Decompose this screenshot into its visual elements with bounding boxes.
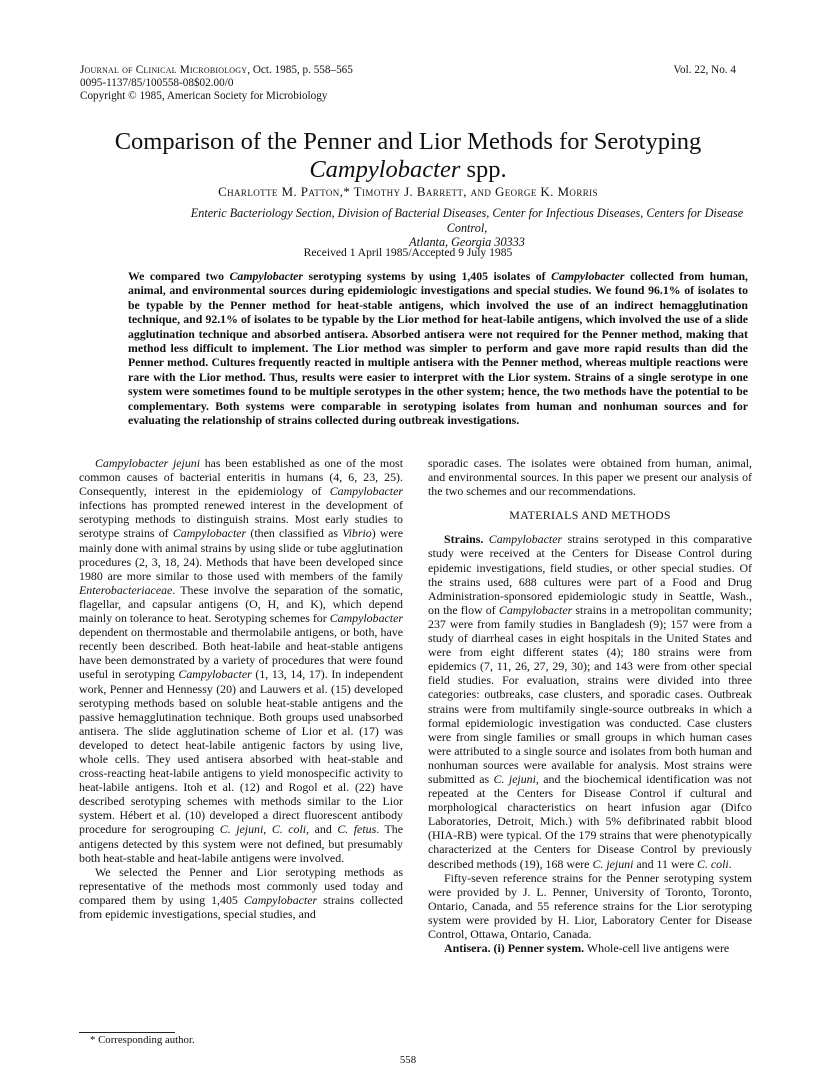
species-name: Campylobacter bbox=[243, 892, 318, 907]
body-text: has been established as one of the most common causes of bacterial enteritis in humans (4, 6, 23, 25). Consequently, interest in the epidemiology of bbox=[79, 456, 403, 499]
intro-paragraph-1 bbox=[79, 456, 403, 865]
journal-issue: , Oct. 1985, p. 558–565 bbox=[247, 64, 353, 76]
received-dates: Received 1 April 1985/Accepted 9 July 1985 bbox=[303, 246, 513, 259]
body-text: dependent on thermostable and thermolabile antigens, or both, have recently been described. Both heat-labile and heat-stable antigens have been demonstrated by a variety of procedures that were found useful in serotyping bbox=[79, 625, 403, 682]
body-text: . These involve the separation of the somatic, flagellar, and capsular antigens (O, H, and K), which depend mainly on tolerance to heat. Serotyping schemes for bbox=[79, 582, 403, 626]
right-column bbox=[428, 456, 752, 955]
footnote: * Corresponding author. bbox=[90, 1034, 195, 1046]
page-number: 558 bbox=[399, 1054, 417, 1066]
species-name: C. jejuni bbox=[493, 771, 536, 786]
other-authors: Timothy J. Barrett, and George K. Morris bbox=[350, 184, 598, 199]
body-text: Whole-cell live antigens were bbox=[584, 941, 730, 956]
antisera-paragraph bbox=[428, 941, 752, 955]
species-name: Campylobacter bbox=[172, 526, 247, 541]
left-column bbox=[79, 456, 403, 921]
article-code: 0095-1137/85/100558-08$02.00/0 bbox=[80, 77, 234, 89]
species-name: C. jejuni bbox=[219, 822, 264, 837]
article-title bbox=[60, 128, 756, 184]
copyright-line: Copyright © 1985, American Society for Microbiology bbox=[80, 90, 328, 102]
species-name: C. fetus bbox=[337, 822, 377, 837]
strains-paragraph bbox=[428, 532, 752, 870]
body-text: strains in a metropolitan community; 237 were from family studies in Bangladesh (9); 157 were from a study of diarrheal cases in eight hospitals in the United States and were from eight different states (4); 180 strains were from epidemics (7, 11, 26, 27, 29, 30); and 143 were from other special field studies. For evaluation, strains were divided into three categories: outbreaks, case clusters, and sporadic cases. Outbreak strains were from multifamily single-source outbreaks in which a formal epidemiologic investigation was conducted. Case clusters were from single families or small groups in which human cases were attributed to a single source and isolates from both human and nonhuman sources were available for analysis. Most strains were submitted as bbox=[428, 602, 752, 786]
run-in-heading: Antisera. (i) Penner system. bbox=[444, 941, 585, 956]
body-text: , bbox=[263, 822, 272, 837]
body-text: (then classified as bbox=[246, 526, 343, 541]
title-line-1: Comparison of the Penner and Lior Methods for Serotyping bbox=[114, 128, 702, 155]
journal-citation bbox=[80, 64, 353, 77]
body-text: ) were mainly done with animal strains by using slide or tube agglutination procedures (2, 3, 18, 24). Methods that have been developed since 1980 are more similar to those used with members of the family bbox=[79, 526, 403, 583]
affiliation bbox=[180, 206, 754, 250]
species-name: Campylobacter bbox=[498, 602, 573, 617]
section-heading-materials-methods: MATERIALS AND METHODS bbox=[509, 508, 671, 523]
body-text: . The antigens detected by this system were not defined, but presumably both heat-stable and heat-labile antigens were involved. bbox=[79, 822, 403, 865]
journal-header bbox=[80, 64, 353, 103]
abstract bbox=[128, 269, 748, 427]
body-text: . bbox=[728, 856, 732, 871]
body-text: and 11 were bbox=[633, 856, 698, 871]
species-name: Campylobacter bbox=[329, 611, 403, 626]
species-name: Campylobacter bbox=[488, 532, 563, 547]
species-name: Vibrio bbox=[342, 526, 372, 541]
species-name: Enterobacteriaceae bbox=[79, 582, 173, 597]
run-in-heading: Strains. bbox=[444, 532, 484, 547]
species-name: Campylobacter jejuni bbox=[95, 456, 201, 470]
body-text: , and bbox=[306, 822, 338, 837]
body-text: We selected the Penner and Lior serotyping methods as representative of the methods most commonly used today and compared them by using 1,405 bbox=[79, 864, 403, 907]
species-name: Campylobacter bbox=[329, 484, 403, 499]
species-name: C. jejuni bbox=[592, 856, 634, 871]
intro-paragraph-2 bbox=[79, 865, 403, 921]
abstract-text: serotyping systems by using 1,405 isolates of bbox=[302, 269, 552, 283]
corresponding-mark: * bbox=[343, 184, 351, 199]
abstract-genus: Campylobacter bbox=[551, 269, 625, 283]
species-name: Campylobacter bbox=[178, 667, 252, 682]
abstract-text: We compared two bbox=[128, 269, 230, 283]
body-text: strains serotyped in this comparative study were received at the Centers for Disease Control during epidemic investigations, field studies, or other special studies. Of the strains used, 688 cultures were part of a Food and Drug Administration-sponsored epidemiologic study in Seattle, Wash., on the flow of bbox=[428, 532, 752, 617]
volume-info: Vol. 22, No. 4 bbox=[673, 64, 736, 76]
author-list bbox=[60, 184, 756, 200]
title-suffix: spp. bbox=[460, 156, 507, 183]
body-text: infections has prompted renewed interest in the development of serotyping methods to distinguish strains. Most early studies to serotype strains of bbox=[79, 498, 403, 541]
body-text: (1, 13, 14, 17). In independent work, Penner and Hennessy (20) and Lauwers et al. (15) developed serotyping methods based on soluble heat-stable antigens and the passive hemagglutination technique. Both groups used unabsorbed antisera. The slide agglutination scheme of Lior et al. (17) was developed to detect heat-labile antigenic factors by using live, whole cells. They used antisera absorbed with heat-stable and cross-reacting heat-labile antigens to yield monospecific activity to heat-labile antigens. Itoh et al. (12) and Rogol et al. (22) have described serotyping schemes with methods similar to the Lior system. Hébert et al. (10) developed a direct fluorescent antibody procedure for serogrouping bbox=[79, 667, 403, 837]
footnote-rule bbox=[79, 1032, 175, 1033]
intro-paragraph-continued: sporadic cases. The isolates were obtained from human, animal, and environmental sources. In this paper we present our analysis of the two schemes and our recommendations. bbox=[428, 456, 752, 499]
species-name: C. coli bbox=[271, 822, 307, 837]
affiliation-line-1: Enteric Bacteriology Section, Division of Bacterial Diseases, Center for Infectious Diseases, Centers for Disease Control, bbox=[190, 206, 744, 235]
title-line-2 bbox=[60, 156, 756, 184]
body-text: strains collected from epidemic investigations, special studies, and bbox=[79, 892, 403, 921]
abstract-text: collected from human, animal, and environmental sources during epidemiologic investigations and special studies. We found 96.1% of isolates to be typable by the Penner method for heat-stable antigens, which involved the use of an indirect hemagglutination technique, and 92.1% of isolates to be typable by the Lior method for heat-labile antigens, which involved the use of a slide agglutination technique and absorbed antisera. Absorbed antisera were not required for the Penner method, making that method less difficult to implement. The Lior method was simpler to perform and gave more rapid results than did the Penner method. Cultures frequently reacted in multiple antisera with the Penner method, whereas multiple reactions were rare with the Lior method. Thus, results were easier to interpret with the Lior system. Strains of a single serotype in one system were sometimes found to be multiple serotypes in the other system; hence, the two methods have the potential to be complementary. Both systems were comparable in serotyping isolates from human and nonhuman sources and for evaluating the relationship of strains collected during outbreak investigations. bbox=[128, 269, 748, 428]
body-text: , and the biochemical identification was not repeated at the Centers for Disease Control if cultural and morphological characteristics on heart infusion agar (Difco Laboratories, Detroit, Mich.) with 5% defibrinated rabbit blood (HIA-RB) were typical. Of the 179 strains that were phenotypically characterized at the Centers for Disease Control by previously described methods (19), 168 were bbox=[428, 771, 752, 871]
species-name: C. coli bbox=[697, 856, 729, 871]
reference-strains-paragraph: Fifty-seven reference strains for the Penner serotyping system were provided by J. L. Penner, University of Toronto, Toronto, Ontario, Canada, and 55 reference strains for the Lior serotyping system were provided by H. Lior, Laboratory Center for Disease Control, Ottawa, Ontario, Canada. bbox=[428, 870, 752, 941]
abstract-genus: Campylobacter bbox=[229, 269, 303, 283]
title-genus: Campylobacter bbox=[309, 156, 461, 183]
journal-name: Journal of Clinical Microbiology bbox=[80, 64, 248, 76]
affiliation-line-2: Atlanta, Georgia 30333 bbox=[409, 235, 525, 249]
author-1: Charlotte M. Patton, bbox=[218, 184, 344, 199]
